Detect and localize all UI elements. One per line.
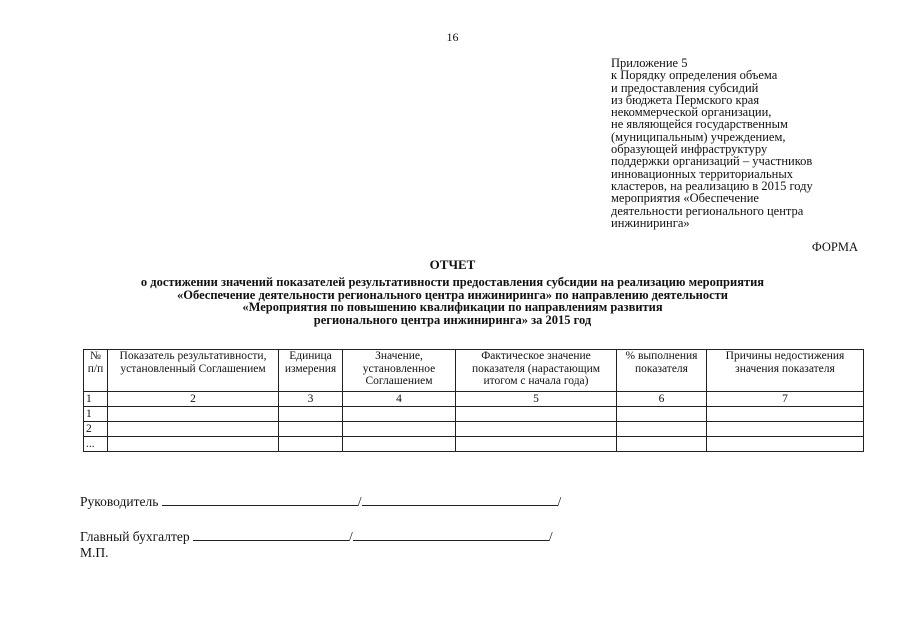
report-title: ОТЧЕТ [429, 257, 476, 272]
header-number: № п/п [84, 350, 108, 392]
table-row [84, 422, 864, 437]
table-cell [279, 437, 343, 452]
stamp-label: М.П. [80, 545, 109, 560]
table-cell: ... [84, 437, 108, 452]
appendix-line: поддержки организаций – участников [611, 154, 813, 169]
table-cell: 2 [84, 422, 108, 437]
accountant-name-line [353, 529, 549, 541]
column-number: 5 [456, 392, 617, 407]
table-row [84, 437, 864, 452]
table-cell [617, 407, 707, 422]
column-number: 1 [84, 392, 108, 407]
column-number: 7 [707, 392, 864, 407]
table-cell [343, 407, 456, 422]
table-cell [456, 422, 617, 437]
column-number: 2 [108, 392, 279, 407]
table-cell [707, 437, 864, 452]
appendix-line: инновационных территориальных [611, 166, 794, 181]
report-subtitle [0, 276, 905, 326]
signature-separator: / [349, 529, 353, 544]
table-cell [617, 422, 707, 437]
director-label: Руководитель [80, 494, 159, 509]
column-number: 6 [617, 392, 707, 407]
header-indicator: Показатель результативности, установленный Соглашением [108, 350, 279, 392]
form-label: ФОРМА [811, 240, 858, 254]
table-cell [707, 407, 864, 422]
header-planned-value: Значение, установленное Соглашением [343, 350, 456, 392]
table-cell [456, 437, 617, 452]
appendix-line: не являющейся государственным [611, 117, 788, 132]
report-subtitle-line: регионального центра инжиниринга» за 2015 год [313, 312, 592, 327]
column-number-row [84, 392, 864, 407]
page-number: 16 [446, 30, 459, 44]
appendix-block [611, 57, 871, 229]
appendix-line: из бюджета Пермского края [611, 92, 760, 107]
accountant-signature-line [193, 529, 349, 541]
table-cell [617, 437, 707, 452]
header-reasons: Причины недостижения значения показателя [707, 350, 864, 392]
header-actual-value: Фактическое значение показателя (нарастающим итогом с начала года) [456, 350, 617, 392]
appendix-line: кластеров, на реализацию в 2015 году [611, 178, 813, 193]
table-header-row [84, 350, 864, 392]
header-completion-percent: % выполнения показателя [617, 350, 707, 392]
signature-separator: / [557, 494, 562, 509]
table-cell [108, 437, 279, 452]
table-cell [279, 407, 343, 422]
table-row [84, 407, 864, 422]
appendix-line: (муниципальным) учреждением, [611, 129, 786, 144]
table-cell [343, 422, 456, 437]
appendix-line: инжиниринга» [611, 215, 690, 230]
table-cell [108, 407, 279, 422]
table-cell: 1 [84, 407, 108, 422]
report-table [83, 349, 864, 452]
director-signature-line [162, 494, 358, 506]
column-number: 3 [279, 392, 343, 407]
table-cell [279, 422, 343, 437]
appendix-line: и предоставления субсидий [611, 80, 759, 95]
report-subtitle-line: о достижении значений показателей результативности предоставления субсидии на реализацию мероприятия [140, 275, 765, 289]
appendix-line: некоммерческой организации, [611, 105, 772, 120]
accountant-signature-row [80, 529, 553, 545]
header-unit: Единица измерения [279, 350, 343, 392]
column-number: 4 [343, 392, 456, 407]
report-subtitle-line: «Обеспечение деятельности регионального центра инжиниринга» по направлению деятельности [177, 287, 728, 302]
appendix-line: к Порядку определения объема [611, 68, 778, 83]
director-signature-row [80, 494, 561, 510]
report-subtitle-line: «Мероприятия по повышению квалификации по направлениям развития [242, 300, 663, 315]
appendix-line: Приложение 5 [611, 56, 688, 70]
accountant-label: Главный бухгалтер [80, 529, 190, 544]
table-cell [108, 422, 279, 437]
appendix-line: деятельности регионального центра [611, 203, 804, 218]
signature-separator: / [357, 494, 362, 509]
table-cell [456, 407, 617, 422]
appendix-line: мероприятия «Обеспечение [611, 191, 759, 206]
director-name-line [362, 494, 558, 506]
table-cell [707, 422, 864, 437]
table-cell [343, 437, 456, 452]
signature-separator: / [548, 529, 553, 544]
appendix-line: образующей инфраструктуру [611, 142, 768, 157]
